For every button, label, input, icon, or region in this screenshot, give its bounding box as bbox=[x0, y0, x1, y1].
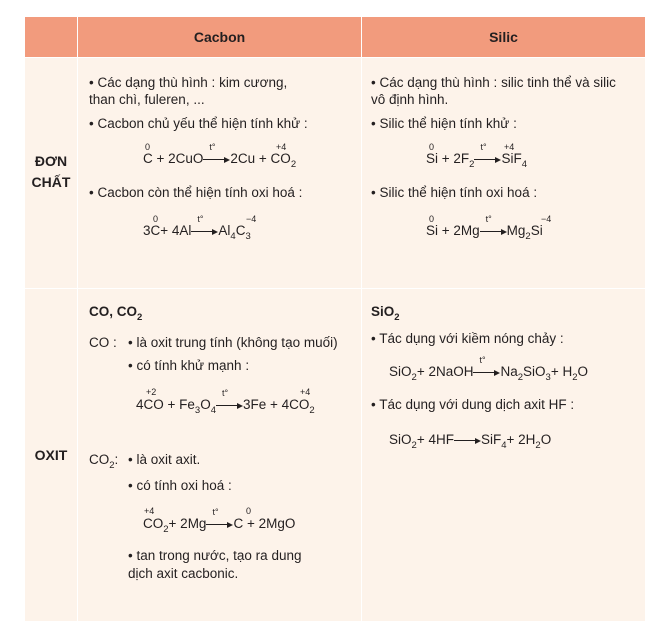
co2-label: $CO_2$: bbox=[89, 452, 119, 471]
silicon-oxide-title: SiO$_2$ bbox=[371, 304, 400, 323]
silicon-reducing: • Silic thể hiện tính khử : bbox=[371, 116, 517, 131]
equation-co-fe3o4: $4CO + Fe_3O_4$ t° $3Fe + 4CO_2$ bbox=[136, 388, 315, 416]
co2-dissolves-cont: dịch axit cacbonic. bbox=[128, 566, 239, 581]
equation-silicon-f2: $Si + 2F_2$ t° SiF$_4$ bbox=[426, 142, 527, 170]
row-divider bbox=[25, 57, 645, 58]
row-divider bbox=[25, 288, 645, 289]
co2-dissolves: • tan trong nước, tạo ra dung bbox=[128, 548, 302, 563]
equation-sio2-naoh: SiO$_2$+ 2NaOH t° $Na_2SiO_3+ H_2O$ bbox=[389, 355, 589, 383]
row-label-oxide: OXIT bbox=[34, 447, 68, 463]
sio2-alkali: • Tác dụng với kiềm nóng chảy : bbox=[371, 331, 564, 346]
equation-co2-mg: $CO_2+ 2Mg$ t° C + 2MgO bbox=[143, 507, 296, 535]
arrow-icon: t° bbox=[203, 151, 230, 163]
co-reducing: • có tính khử mạnh : bbox=[128, 358, 250, 373]
carbon-oxidizing: • Cacbon còn thể hiện tính oxi hoá : bbox=[89, 185, 303, 200]
arrow-icon bbox=[454, 432, 481, 444]
header-silicon: Silic bbox=[362, 17, 645, 57]
equation-sio2-hf: SiO$_2$+ 4HF $SiF_4+ 2H_2O$ bbox=[389, 432, 552, 451]
arrow-icon: t° bbox=[474, 151, 501, 163]
equation-silicon-mg: Si + 2Mg t° $Mg_2Si$ bbox=[426, 214, 543, 242]
sio2-hf: • Tác dụng với dung dịch axit HF : bbox=[371, 397, 575, 412]
equation-carbon-cuo: C + 2CuO t° $2Cu + CO_2$ bbox=[143, 142, 297, 170]
carbon-allotropes: • Các dạng thù hình : kim cương, bbox=[89, 75, 288, 90]
arrow-icon: t° bbox=[480, 223, 507, 235]
silicon-oxidizing: • Silic thể hiện tính oxi hoá : bbox=[371, 185, 538, 200]
co2-oxidizing: • có tính oxi hoá : bbox=[128, 478, 232, 493]
carbon-reducing: • Cacbon chủ yếu thể hiện tính khử : bbox=[89, 116, 308, 131]
co-label: CO : bbox=[89, 335, 117, 350]
column-divider bbox=[361, 17, 362, 621]
arrow-icon: t° bbox=[473, 364, 500, 376]
co2-acidic: • là oxit axit. bbox=[128, 452, 201, 467]
header-empty-cell bbox=[25, 17, 77, 57]
header-carbon: Cacbon bbox=[78, 17, 361, 57]
carbon-oxides-title: CO, $CO_2$ bbox=[89, 304, 143, 323]
silicon-allotropes: • Các dạng thù hình : silic tinh thể và silic bbox=[371, 75, 616, 90]
arrow-icon: t° bbox=[216, 397, 243, 409]
co-neutral: • là oxit trung tính (không tạo muối) bbox=[128, 335, 338, 350]
column-divider bbox=[77, 17, 78, 621]
arrow-icon: t° bbox=[191, 223, 218, 235]
row-label-element: ĐƠN CHẤT bbox=[31, 153, 71, 190]
arrow-icon: t° bbox=[206, 516, 233, 528]
silicon-allotropes-cont: vô định hình. bbox=[371, 92, 449, 107]
carbon-allotropes-cont: than chì, fuleren, ... bbox=[89, 92, 205, 107]
equation-carbon-al: 3C+ 4Al t° $Al_4C_3$ bbox=[143, 214, 251, 242]
